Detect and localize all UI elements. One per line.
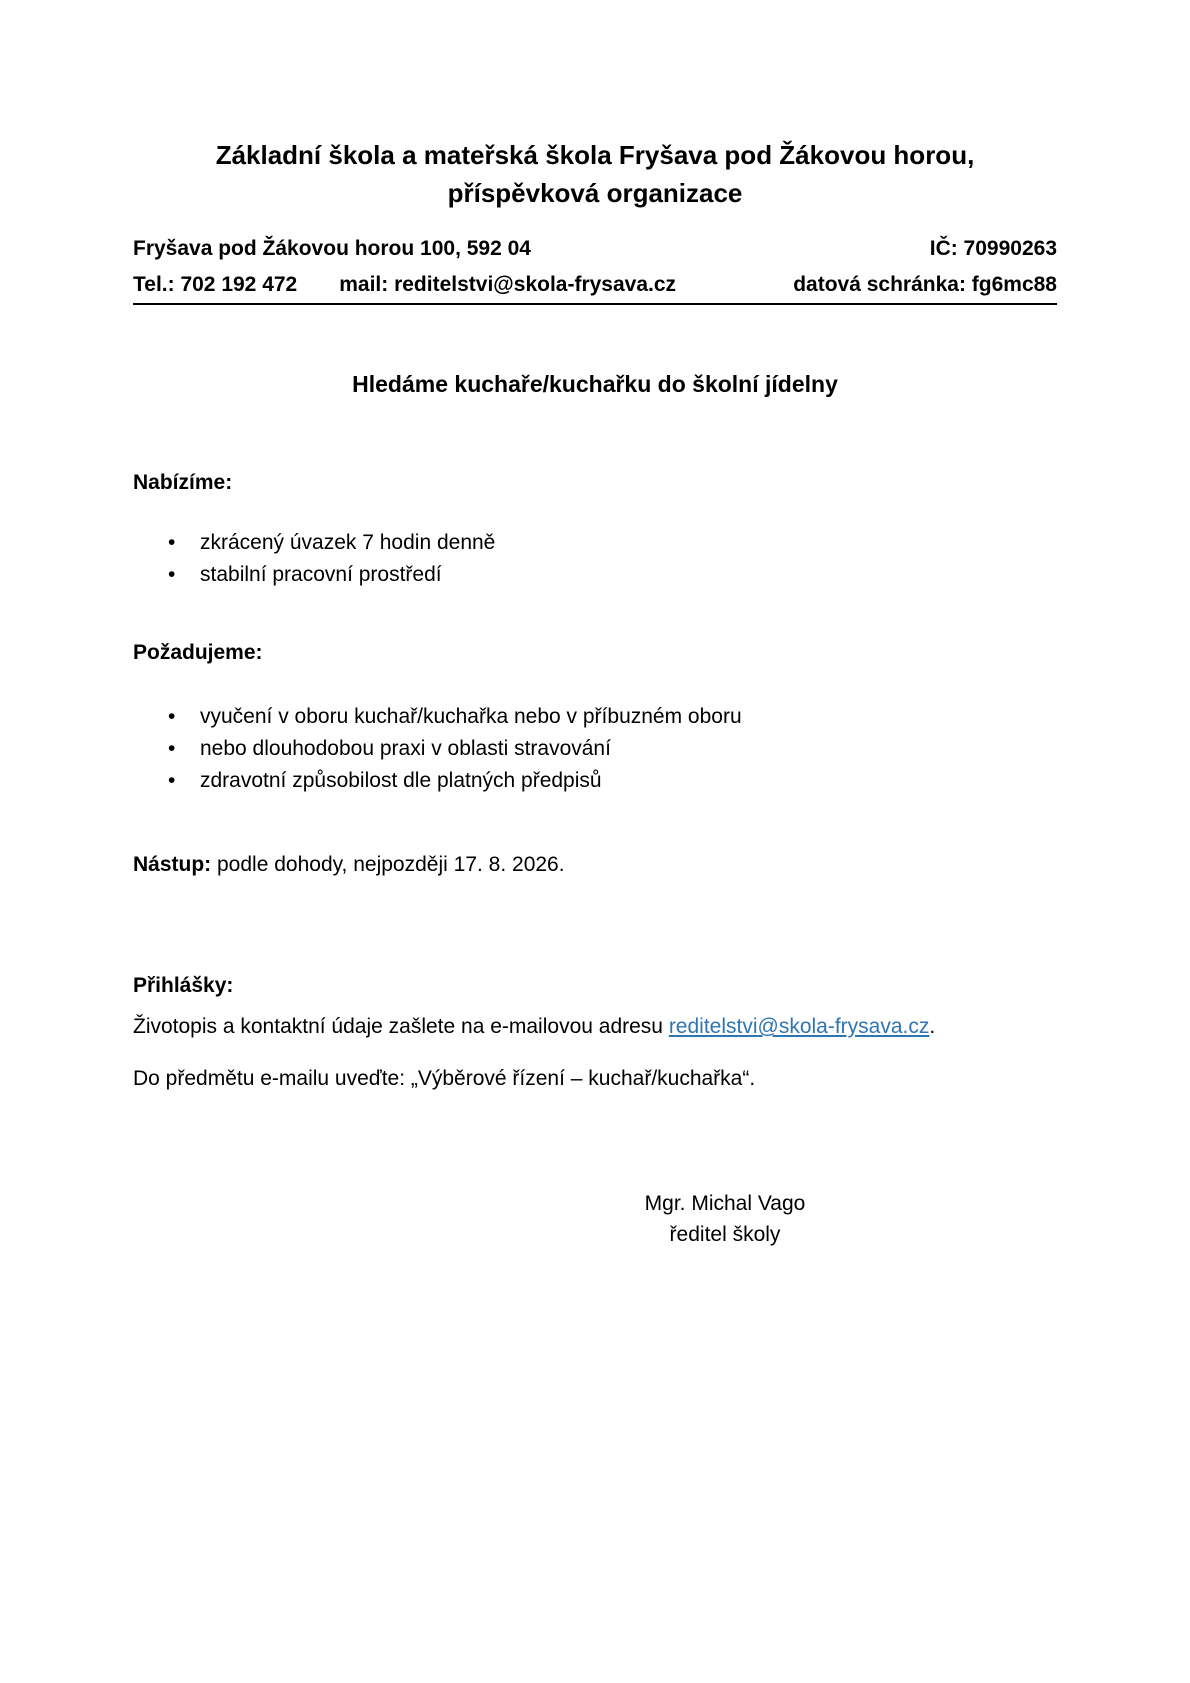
org-ic: IČ: 70990263 [929,237,1057,260]
applications-heading: Přihlášky: [133,974,234,997]
list-item [168,733,1057,764]
list-item [168,765,1057,796]
signature-title: ředitel školy [669,1223,781,1246]
applications-instructions-prefix: Životopis a kontaktní údaje zašlete na e-mailovou adresu [133,1015,669,1038]
org-mail: mail: reditelstvi@skola-frysava.cz [339,273,677,296]
bullet-icon: • [168,563,176,586]
signature-name: Mgr. Michal Vago [644,1192,806,1215]
start-date-label: Nástup: [133,853,212,876]
applications-instructions [133,1011,1057,1042]
bullet-icon: • [168,769,176,792]
org-phone: Tel.: 702 192 472 [133,273,298,296]
start-date-text: podle dohody, nejpozději 17. 8. 2026. [211,853,565,876]
bullet-icon: • [168,737,176,760]
requirements-list [133,701,1057,796]
offer-item-text: zkrácený úvazek 7 hodin denně [200,531,496,554]
offer-item-text: stabilní pracovní prostředí [200,563,442,586]
offer-heading: Nabízíme: [133,471,233,494]
list-item [168,527,1057,558]
org-name-line1: Základní škola a mateřská škola Fryšava pod Žákovou horou, [215,140,975,170]
org-name-line2: příspěvková organizace [447,178,743,208]
requirement-item-text: nebo dlouhodobou praxi v oblasti stravování [200,737,611,760]
start-date-line [133,849,1057,880]
org-address: Fryšava pod Žákovou horou 100, 592 04 [133,237,531,260]
requirements-heading: Požadujeme: [133,641,263,664]
contact-row [133,269,1057,305]
letterhead [133,136,1057,212]
offer-list [133,527,1057,590]
email-subject-instruction: Do předmětu e-mailu uveďte: „Výběrové řízení – kuchař/kuchařka“. [133,1067,756,1090]
address-row [133,233,1057,264]
applications-instructions-suffix: . [929,1015,936,1038]
requirement-item-text: zdravotní způsobilost dle platných předpisů [200,769,602,792]
org-databox: datová schránka: fg6mc88 [793,273,1057,296]
requirement-item-text: vyučení v oboru kuchař/kuchařka nebo v příbuzném oboru [200,705,742,728]
list-item [168,701,1057,732]
list-item [168,559,1057,590]
page-title: Hledáme kuchaře/kuchařku do školní jídelny [352,371,838,397]
bullet-icon: • [168,705,176,728]
bullet-icon: • [168,531,176,554]
signature-block [575,1188,875,1250]
email-link[interactable]: reditelstvi@skola-frysava.cz [668,1015,930,1038]
